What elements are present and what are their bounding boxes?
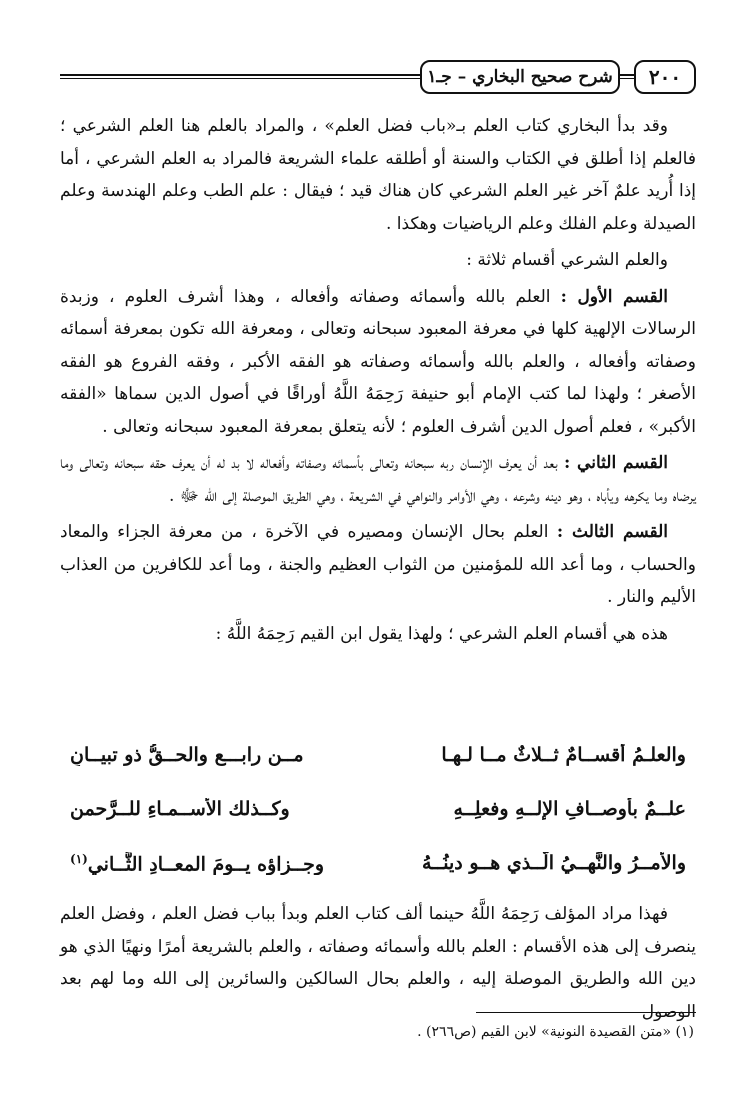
first-division-heading: القسم الأول : — [560, 286, 669, 307]
footnote-marker[interactable]: (١) — [70, 852, 88, 866]
verse-first-half: علــمٌ بأوصــافِ الإلــهِ وفعلِــهِ — [453, 798, 686, 820]
footnote: (١) «متن القصيدة النونية» لابن القيم (ص٢٦٦) . — [417, 1024, 694, 1040]
second-division-heading: القسم الثاني : — [563, 453, 668, 473]
second-division-text: بعد أن يعرف الإنسان ربه سبحانه وتعالى بأسمائه وصفاته وأفعاله لا بد له أن يعرف حقه سبحانه وتعالى وما يرضاه وما يكرهه ويأباه ، وهو دينه وشرعه ، وهي الأوامر والنواهي في الشريعة ، وهي الطريق الموصلة إلى الله ﷻ . — [60, 453, 696, 506]
third-division-heading: القسم الثالث : — [556, 522, 668, 542]
paragraph-third-division — [60, 516, 696, 614]
third-division-text: العلم بحال الإنسان ومصيره في الآخرة ، من معرفة الجزاء والمعاد والحساب ، وما أعد الله للمؤمنين من الثواب العظيم والجنة ، وما أعد للكافرين من العذاب الأليم والنار . — [60, 522, 696, 607]
verse-first-half: والأمــرُ والنَّهــيُ الَّــذي هــو دينُــهُ — [421, 852, 686, 874]
verse-first-half: والعلـمُ أقســامٌ ثــلاثٌ مــا لـهـا — [441, 744, 686, 766]
poem — [60, 740, 696, 902]
poem-verse — [60, 740, 696, 794]
running-title: شرح صحيح البخاري – جـ١ — [420, 60, 620, 94]
paragraph-poem-intro: هذه هي أقسام العلم الشرعي ؛ ولهذا يقول ابن القيم رَحِمَهُ اللَّهُ : — [215, 623, 668, 644]
verse-text: وجــزاؤه يــومَ المعــادِ الثَّــاني — [87, 853, 325, 876]
first-division-text: العلم بالله وأسمائه وصفاته وأفعاله ، وهذا أشرف العلوم ، وزبدة الرسالات الإلهية كلها في معرفة المعبود سبحانه وتعالى ، ومعرفة الله تكون بمعرفة أسمائه وصفاته وأفعاله ، والعلم بالله وأسمائه وصفاته هو الفقه الأكبر ، وفقه الفروع هو الفقه الأصغر ؛ ولهذا لما كتب الإمام أبو حنيفة رَحِمَهُ اللَّهُ أوراقًا في أصول الدين سماها «الفقه الأكبر» ، فعلم أصول الدين أشرف العلوم ؛ لأنه يتعلق بمعرفة المعبود سبحانه وتعالى . — [60, 286, 696, 437]
verse-second-half: مــن رابـــعٍ والحــقُّ ذو تبيــانِ — [70, 744, 304, 766]
paragraph-intro: وقد بدأ البخاري كتاب العلم بـ«باب فضل العلم» ، والمراد بالعلم هنا العلم الشرعي ؛ فالعلم إذا أطلق في الكتاب والسنة أو أطلقه علماء الشريعة فالمراد به العلم الشرعي ، أما إذا أُريد علمٌ آخر غير العلم الشرعي كان هناك قيد ؛ فيقال : علم الطب وعلم الهندسة وعلم الصيدلة وعلم الفلك وعلم الرياضيات وهكذا . — [60, 116, 696, 234]
verse-second-half: وكــذلك الأســمـاءِ للــرَّحمنِ — [70, 798, 290, 820]
poem-verse — [60, 848, 696, 902]
paragraph-first-division — [60, 281, 696, 444]
page-number: ٢٠٠ — [634, 60, 696, 94]
poem-verse — [60, 794, 696, 848]
main-text — [60, 110, 696, 654]
paragraph-second-division — [60, 447, 696, 512]
paragraph-divisions: والعلم الشرعي أقسام ثلاثة : — [466, 250, 668, 270]
verse-second-half — [70, 852, 370, 875]
footnote-separator — [476, 1012, 696, 1013]
paragraph-conclusion: فهذا مراد المؤلف رَحِمَهُ اللَّهُ حينما ألف كتاب العلم وبدأ بباب فضل العلم ، وفضل العلم ينصرف إلى هذه الأقسام : العلم بالله وأسمائه وصفاته ، والعلم بالشريعة أمرًا ونهيًا الذي هو دين الله والطريق الموصلة إليه ، والعلم بحال السالكين والسائرين إلى الله وما لهم بعد الوصول — [60, 904, 696, 1022]
page-header — [60, 58, 696, 94]
continuation-text — [60, 898, 696, 1028]
